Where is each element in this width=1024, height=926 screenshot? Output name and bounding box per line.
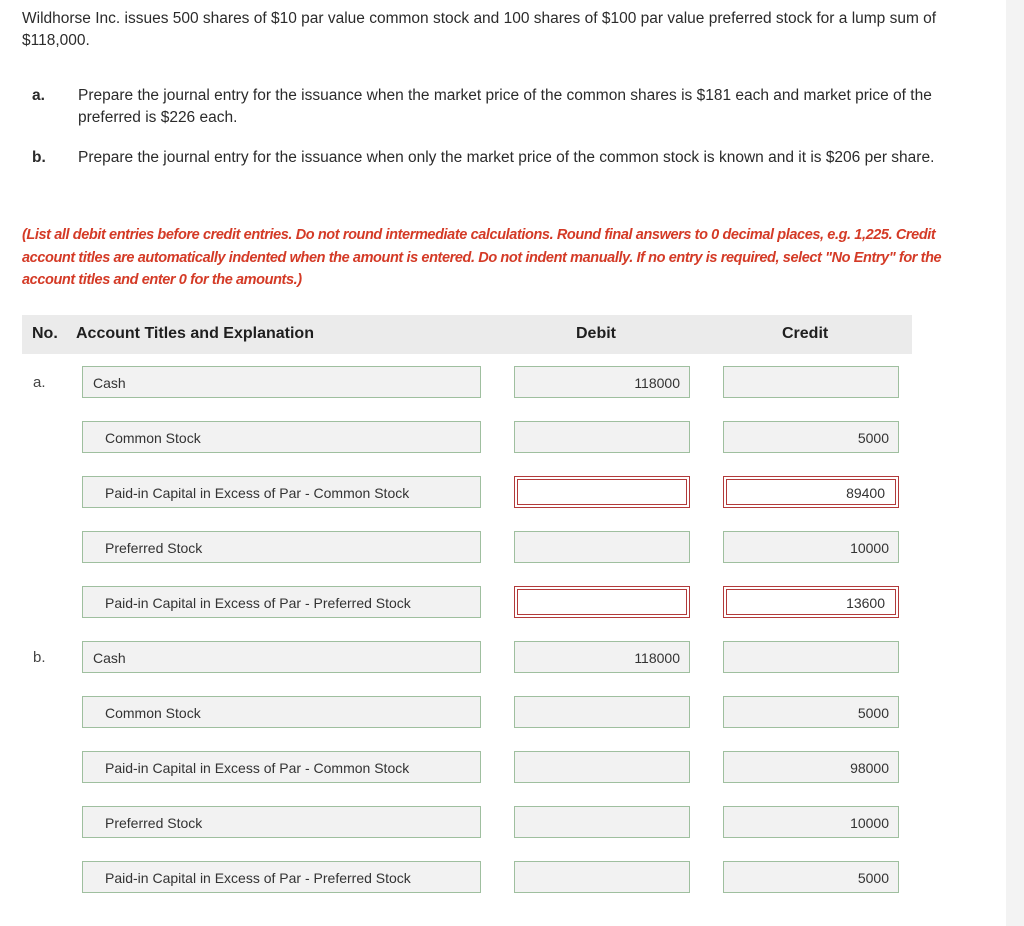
account-title-value: Paid-in Capital in Excess of Par - Common Stock	[105, 485, 410, 501]
credit-amount-value: 5000	[857, 430, 889, 446]
problem-intro: Wildhorse Inc. issues 500 shares of $10 par value common stock and 100 shares of $100 par value preferred stock for a lump sum of $118,000.	[22, 10, 937, 49]
journal-row	[0, 586, 1000, 620]
account-title-value: Paid-in Capital in Excess of Par - Preferred Stock	[105, 595, 411, 611]
debit-amount-input[interactable]	[514, 586, 690, 618]
account-title-select[interactable]	[82, 531, 481, 563]
credit-amount-value: 5000	[857, 705, 889, 721]
credit-amount-input[interactable]	[723, 531, 899, 563]
row-number-label: b.	[33, 649, 46, 666]
account-title-value: Paid-in Capital in Excess of Par - Common Stock	[105, 760, 410, 776]
journal-row	[0, 531, 1000, 565]
account-title-value: Common Stock	[105, 430, 201, 446]
page-scrollbar[interactable]	[1006, 0, 1024, 926]
account-title-value: Common Stock	[105, 705, 201, 721]
journal-row	[0, 696, 1000, 730]
debit-amount-input[interactable]	[514, 366, 690, 398]
credit-amount-input[interactable]	[723, 751, 899, 783]
header-credit: Credit	[782, 325, 829, 342]
credit-amount-value: 13600	[846, 595, 885, 611]
account-title-value: Preferred Stock	[105, 815, 203, 831]
journal-row	[0, 751, 1000, 785]
credit-amount-value: 10000	[850, 815, 889, 831]
debit-amount-input[interactable]	[514, 476, 690, 508]
credit-amount-input[interactable]	[723, 806, 899, 838]
credit-amount-input[interactable]	[723, 696, 899, 728]
header-account: Account Titles and Explanation	[76, 325, 314, 342]
row-number-label: a.	[33, 374, 46, 391]
account-title-select[interactable]	[82, 421, 481, 453]
debit-amount-input[interactable]	[514, 806, 690, 838]
account-title-value: Paid-in Capital in Excess of Par - Preferred Stock	[105, 870, 411, 886]
journal-row	[0, 641, 1000, 675]
debit-amount-value: 118000	[634, 650, 680, 666]
part-b-text: Prepare the journal entry for the issuance when only the market price of the common stock is known and it is $206 per share.	[78, 149, 935, 166]
credit-amount-input[interactable]	[723, 641, 899, 673]
debit-amount-input[interactable]	[514, 861, 690, 893]
account-title-value: Preferred Stock	[105, 540, 203, 556]
credit-amount-input[interactable]	[723, 476, 899, 508]
part-b-label: b.	[32, 149, 46, 166]
credit-amount-value: 5000	[857, 870, 889, 886]
account-title-select[interactable]	[82, 586, 481, 618]
debit-amount-value: 118000	[634, 375, 680, 391]
account-title-select[interactable]	[82, 696, 481, 728]
credit-amount-input[interactable]	[723, 366, 899, 398]
credit-amount-input[interactable]	[723, 421, 899, 453]
debit-amount-input[interactable]	[514, 641, 690, 673]
header-no: No.	[32, 325, 58, 342]
debit-amount-input[interactable]	[514, 531, 690, 563]
journal-row	[0, 806, 1000, 840]
part-a-text: Prepare the journal entry for the issuance when the market price of the common shares is $181 each and market price of the preferred is $226 each.	[78, 87, 932, 126]
journal-row	[0, 421, 1000, 455]
credit-amount-input[interactable]	[723, 586, 899, 618]
account-title-value: Cash	[93, 650, 126, 666]
credit-amount-value: 10000	[850, 540, 889, 556]
credit-amount-value: 89400	[846, 485, 885, 501]
account-title-select[interactable]	[82, 476, 481, 508]
instructions-text: (List all debit entries before credit entries. Do not round intermediate calculations. Round final answers to 0 decimal places, e.g. 1,225. Credit account titles are automatically indented when the amount is entered. Do not indent manually. If no entry is required, select "No Entry" for the account titles and enter 0 for the amounts.)	[22, 227, 942, 288]
journal-table-header	[22, 315, 912, 354]
debit-amount-input[interactable]	[514, 751, 690, 783]
journal-row	[0, 861, 1000, 895]
journal-row	[0, 476, 1000, 510]
account-title-select[interactable]	[82, 641, 481, 673]
account-title-select[interactable]	[82, 751, 481, 783]
credit-amount-input[interactable]	[723, 861, 899, 893]
account-title-select[interactable]	[82, 861, 481, 893]
account-title-select[interactable]	[82, 366, 481, 398]
part-a-label: a.	[32, 87, 45, 104]
credit-amount-value: 98000	[850, 760, 889, 776]
account-title-value: Cash	[93, 375, 126, 391]
header-debit: Debit	[576, 325, 616, 342]
account-title-select[interactable]	[82, 806, 481, 838]
debit-amount-input[interactable]	[514, 421, 690, 453]
debit-amount-input[interactable]	[514, 696, 690, 728]
journal-row	[0, 366, 1000, 400]
